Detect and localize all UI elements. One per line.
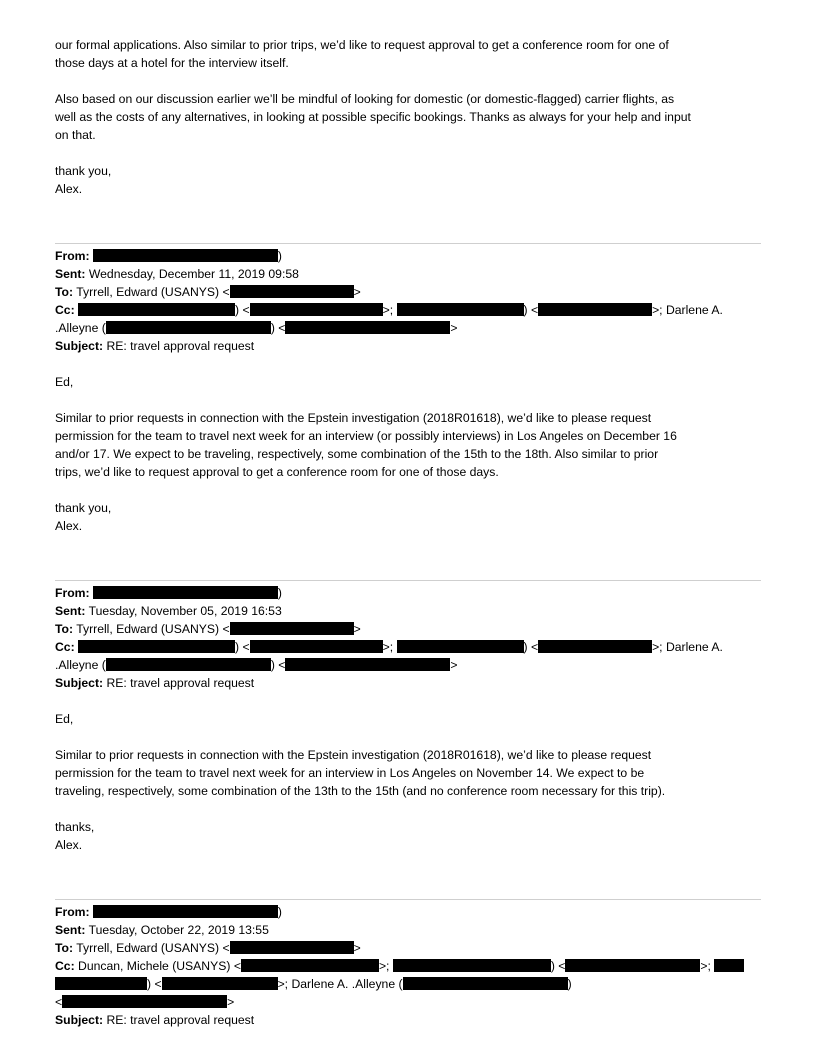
redaction-block	[397, 303, 524, 316]
from-label: From:	[55, 905, 90, 919]
redaction-block	[93, 249, 278, 262]
email-header	[55, 584, 761, 692]
sent-label: Sent:	[55, 923, 86, 937]
redaction-block	[62, 995, 227, 1008]
email-body	[55, 409, 761, 481]
body-line: traveling, respectively, some combination of the 13th to the 15th (and no conference room necessary for this trip).	[55, 784, 666, 798]
text-fragment: ) <	[235, 303, 250, 317]
to-line	[55, 939, 761, 957]
closing: thanks,	[55, 820, 95, 834]
subject-text: RE: travel approval request	[106, 676, 255, 690]
cc-line	[55, 957, 761, 975]
redaction-block	[538, 303, 652, 316]
text-fragment: .Alleyne (	[55, 658, 106, 672]
text-fragment: >	[353, 285, 361, 299]
sent-date: Tuesday, October 22, 2019 13:55	[88, 923, 269, 937]
sent-line	[55, 602, 761, 620]
text-fragment: >	[227, 995, 235, 1009]
subject-text: RE: travel approval request	[106, 1013, 255, 1027]
text-fragment: ) <	[523, 303, 539, 317]
redaction-block	[285, 658, 450, 671]
subject-label: Subject:	[55, 339, 104, 353]
subject-text: RE: travel approval request	[106, 339, 255, 353]
from-line	[55, 584, 761, 602]
text-fragment: >;	[382, 640, 394, 654]
from-label: From:	[55, 586, 90, 600]
cc-line-continued	[55, 319, 761, 337]
text-fragment: >; Darlene A. .Alleyne (	[277, 977, 403, 991]
redaction-block	[230, 941, 354, 954]
intro-paragraph-2	[55, 90, 761, 144]
closing: thank you,	[55, 501, 112, 515]
subject-label: Subject:	[55, 676, 104, 690]
redaction-block	[714, 959, 744, 972]
text-fragment: .Alleyne (	[55, 321, 106, 335]
cc-line-continued	[55, 975, 761, 993]
greeting: Ed,	[55, 712, 74, 726]
redaction-block	[397, 640, 524, 653]
intro-line: our formal applications. Also similar to prior trips, we’d like to request approval to get a conference room for one of	[55, 38, 669, 52]
signature: Alex.	[55, 838, 83, 852]
text-fragment: >;	[382, 303, 394, 317]
text-fragment: )	[567, 977, 572, 991]
redaction-block	[78, 303, 235, 316]
text-fragment: >	[353, 622, 361, 636]
redaction-block	[93, 586, 278, 599]
text-fragment: >; Darlene A.	[652, 303, 723, 317]
text-fragment: ) <	[550, 959, 566, 973]
text-fragment: )	[277, 586, 282, 600]
redaction-block	[565, 959, 700, 972]
cc-recipient: Duncan, Michele (USANYS) <	[78, 959, 241, 973]
sent-date: Wednesday, December 11, 2019 09:58	[88, 267, 299, 281]
signature: Alex.	[55, 519, 83, 533]
separator-line	[55, 580, 761, 581]
text-fragment: ) <	[235, 640, 250, 654]
intro-line: Also based on our discussion earlier we’ll be mindful of looking for domestic (or domestic-flagged) carrier flights, as	[55, 92, 675, 106]
text-fragment: >	[353, 941, 361, 955]
body-line: Similar to prior requests in connection with the Epstein investigation (2018R01618), we’d like to please request	[55, 411, 652, 425]
signature: Alex.	[55, 182, 83, 196]
email-header	[55, 247, 761, 355]
cc-line-continued	[55, 993, 761, 1011]
to-line	[55, 620, 761, 638]
cc-label: Cc:	[55, 303, 75, 317]
text-fragment: >;	[378, 959, 390, 973]
cc-line-continued	[55, 656, 761, 674]
subject-line	[55, 674, 761, 692]
cc-line	[55, 301, 761, 319]
redaction-block	[285, 321, 450, 334]
body-line: permission for the team to travel next week for an interview in Los Angeles on November 14. We expect to be	[55, 766, 645, 780]
text-fragment: >; Darlene A.	[652, 640, 723, 654]
intro-line: on that.	[55, 128, 96, 142]
cc-label: Cc:	[55, 640, 75, 654]
redaction-block	[55, 977, 147, 990]
to-label: To:	[55, 285, 74, 299]
to-recipient: Tyrrell, Edward (USANYS) <	[76, 285, 230, 299]
to-label: To:	[55, 941, 74, 955]
redaction-block	[230, 285, 354, 298]
intro-line: well as the costs of any alternatives, in looking at possible specific bookings. Thanks as always for your help and input	[55, 110, 691, 124]
text-fragment: <	[55, 995, 63, 1009]
sent-label: Sent:	[55, 604, 86, 618]
redaction-block	[93, 905, 278, 918]
redaction-block	[241, 959, 379, 972]
redaction-block	[250, 303, 383, 316]
sent-date: Tuesday, November 05, 2019 16:53	[88, 604, 282, 618]
sent-line	[55, 265, 761, 283]
subject-label: Subject:	[55, 1013, 104, 1027]
redaction-block	[106, 658, 271, 671]
text-fragment: )	[277, 249, 282, 263]
separator-line	[55, 243, 761, 244]
email-header	[55, 903, 761, 1029]
to-label: To:	[55, 622, 74, 636]
redaction-block	[230, 622, 354, 635]
cc-line	[55, 638, 761, 656]
text-fragment: >	[450, 658, 458, 672]
sent-label: Sent:	[55, 267, 86, 281]
subject-line	[55, 337, 761, 355]
to-line	[55, 283, 761, 301]
redaction-block	[78, 640, 235, 653]
redaction-block	[538, 640, 652, 653]
subject-line	[55, 1011, 761, 1029]
text-fragment: >	[450, 321, 458, 335]
redaction-block	[403, 977, 568, 990]
intro-line: those days at a hotel for the interview itself.	[55, 56, 289, 70]
text-fragment: )	[277, 905, 282, 919]
body-line: permission for the team to travel next week for an interview (or possibly interviews) in Los Angeles on December 16	[55, 429, 677, 443]
text-fragment: ) <	[270, 321, 286, 335]
from-line	[55, 247, 761, 265]
greeting: Ed,	[55, 375, 74, 389]
redaction-block	[106, 321, 271, 334]
to-recipient: Tyrrell, Edward (USANYS) <	[76, 622, 230, 636]
sent-line	[55, 921, 761, 939]
text-fragment: ) <	[147, 977, 162, 991]
body-line: and/or 17. We expect to be traveling, respectively, some combination of the 15th to the 18th. Also similar to prior	[55, 447, 659, 461]
redaction-block	[162, 977, 278, 990]
from-line	[55, 903, 761, 921]
separator-line	[55, 899, 761, 900]
body-line: Similar to prior requests in connection with the Epstein investigation (2018R01618), we’d like to please request	[55, 748, 652, 762]
text-fragment: ) <	[523, 640, 539, 654]
cc-label: Cc:	[55, 959, 75, 973]
body-line: trips, we’d like to request approval to get a conference room for one of those days.	[55, 465, 499, 479]
intro-paragraph-1	[55, 36, 761, 72]
email-document	[55, 36, 761, 1029]
redaction-block	[250, 640, 383, 653]
redaction-block	[393, 959, 551, 972]
closing: thank you,	[55, 164, 112, 178]
to-recipient: Tyrrell, Edward (USANYS) <	[76, 941, 230, 955]
from-label: From:	[55, 249, 90, 263]
email-body	[55, 746, 761, 800]
text-fragment: ) <	[270, 658, 286, 672]
text-fragment: >;	[700, 959, 711, 973]
